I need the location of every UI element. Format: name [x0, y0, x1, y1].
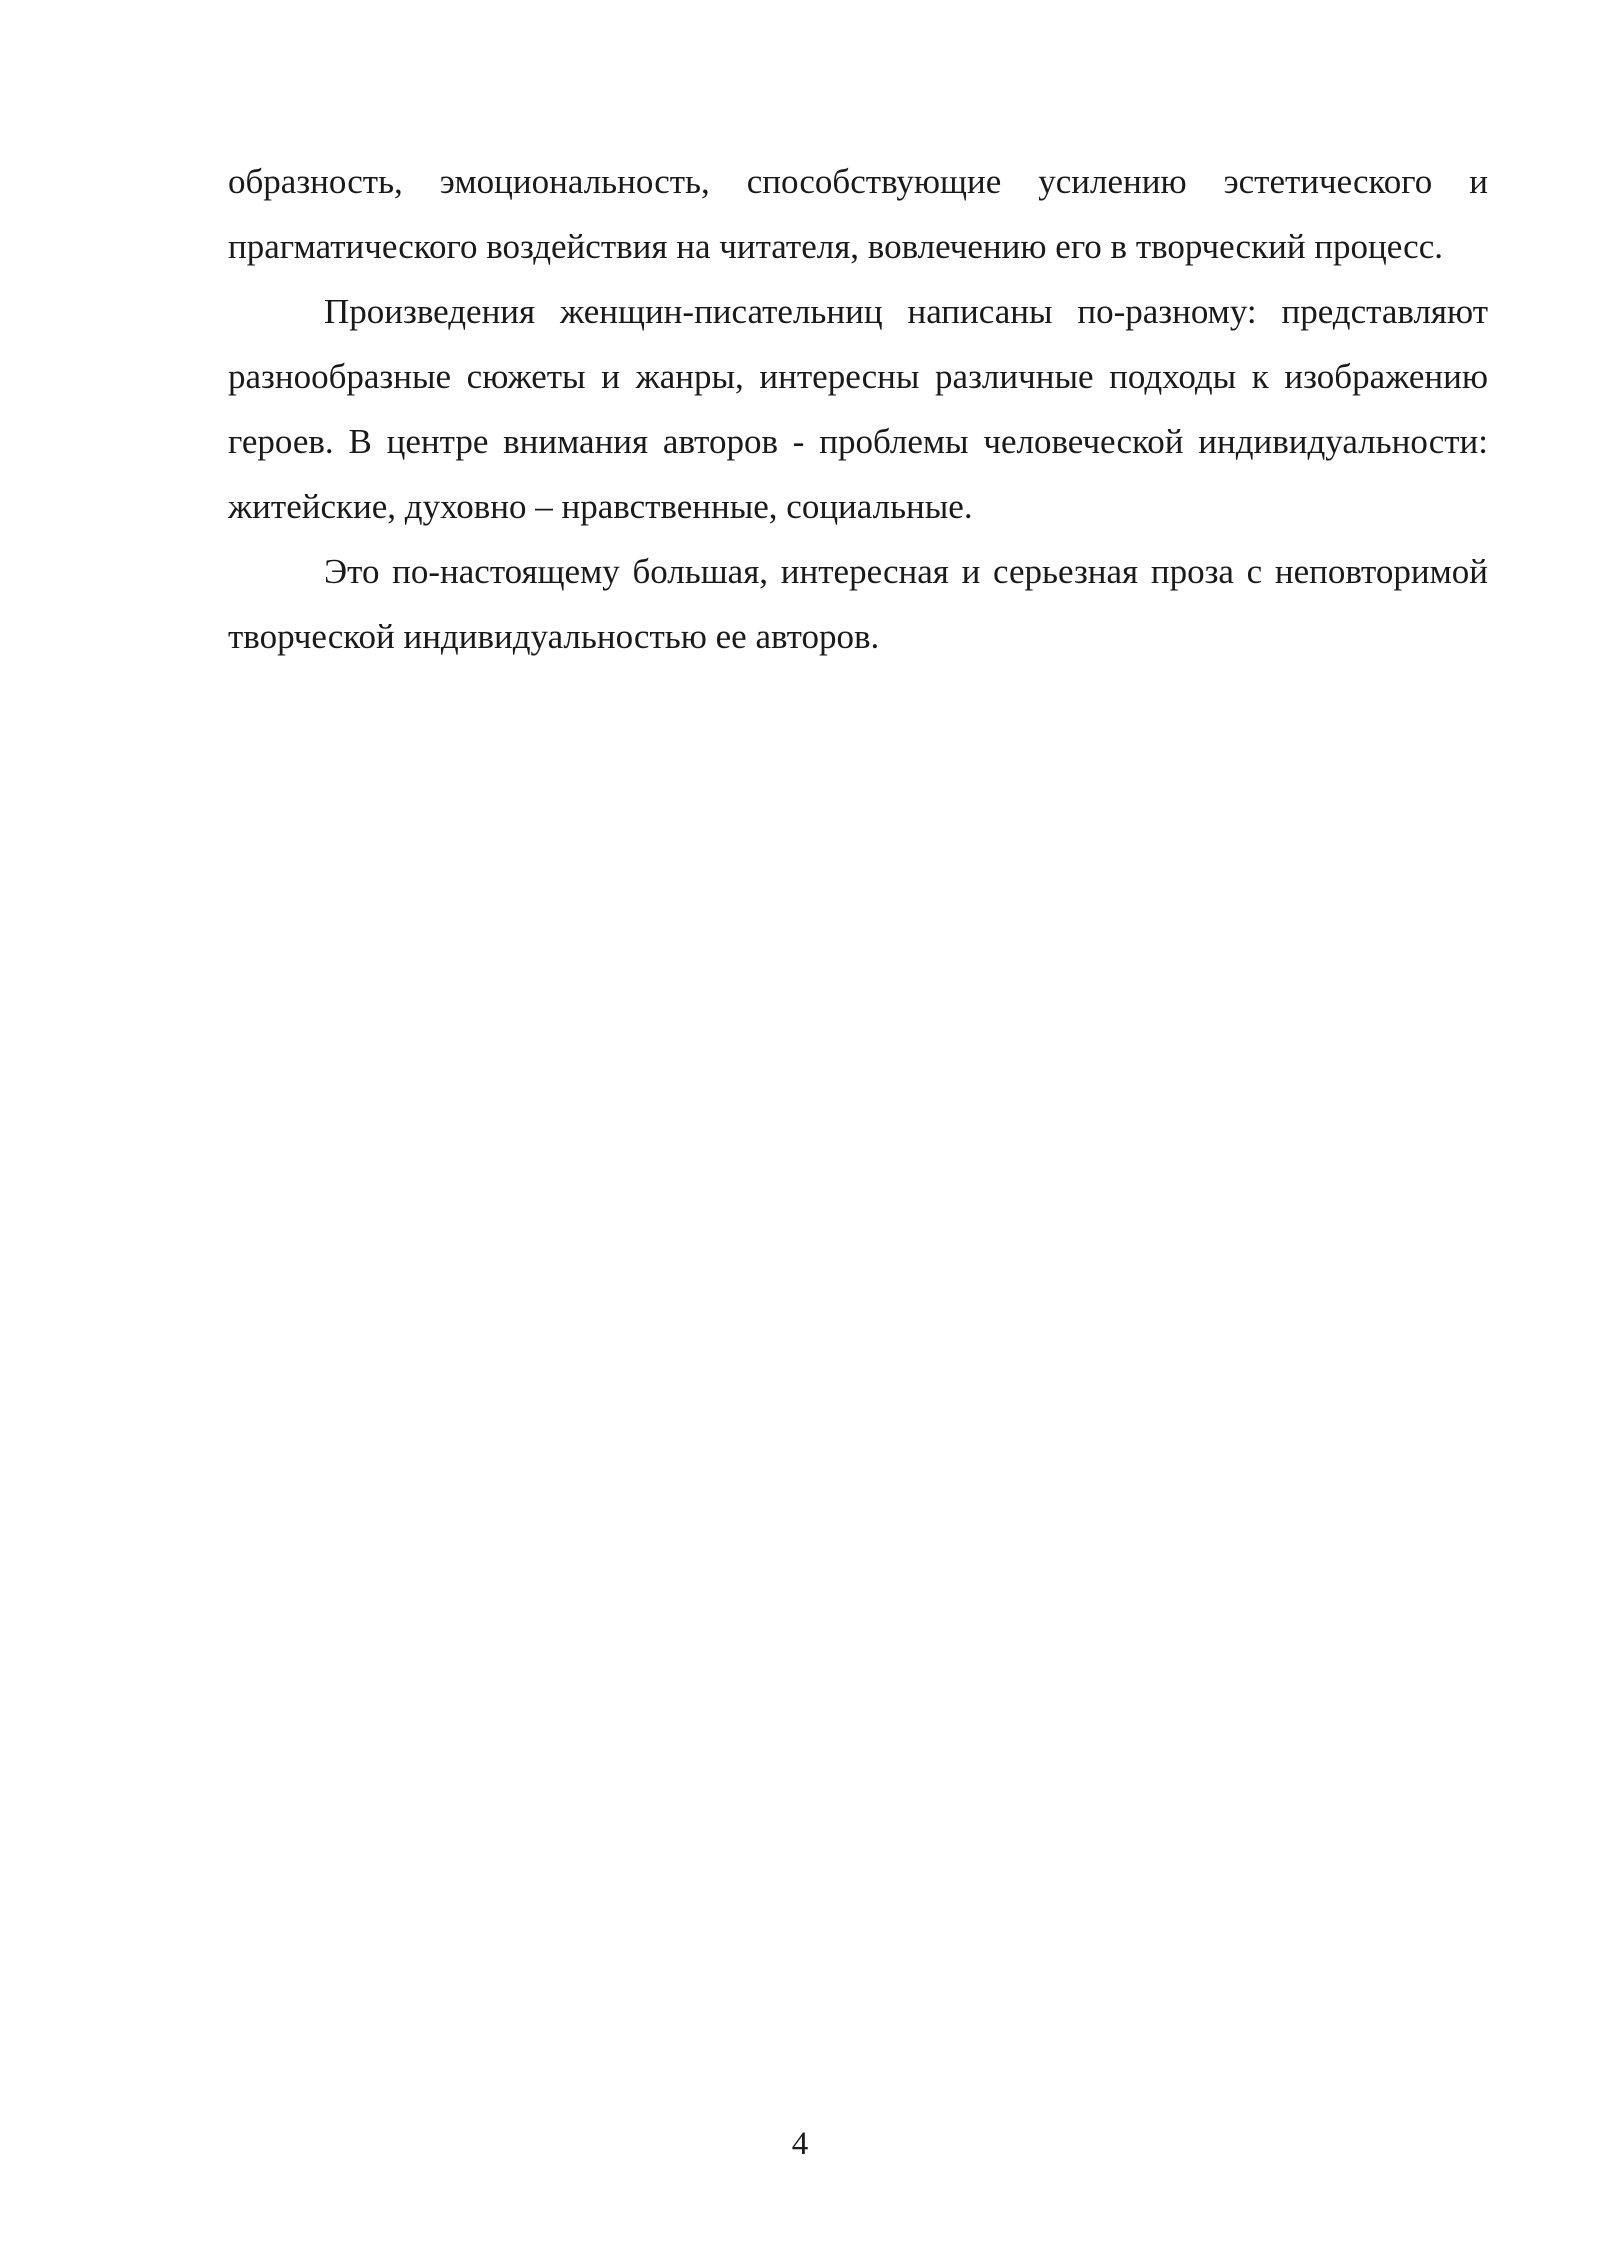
paragraph-conclusion: Это по-настоящему большая, интересная и серьезная проза с неповторимой творческой индивидуальностью ее авторов.: [228, 552, 1488, 656]
paragraph-women-writers: Произведения женщин-писательниц написаны по-разному: представляют разнообразные сюжеты и жанры, интересны различные подходы к изображению героев. В центре внимания авторов - проблемы человеческой индивидуальности: житейские, духовно – нравственные, социальные.: [228, 292, 1488, 526]
page-number: 4: [791, 2126, 809, 2162]
body-text: [228, 149, 1488, 669]
paragraph-continuation: образность, эмоциональность, способствующие усилению эстетического и прагматического воздействия на читателя, вовлечению его в творческий процесс.: [228, 162, 1488, 266]
